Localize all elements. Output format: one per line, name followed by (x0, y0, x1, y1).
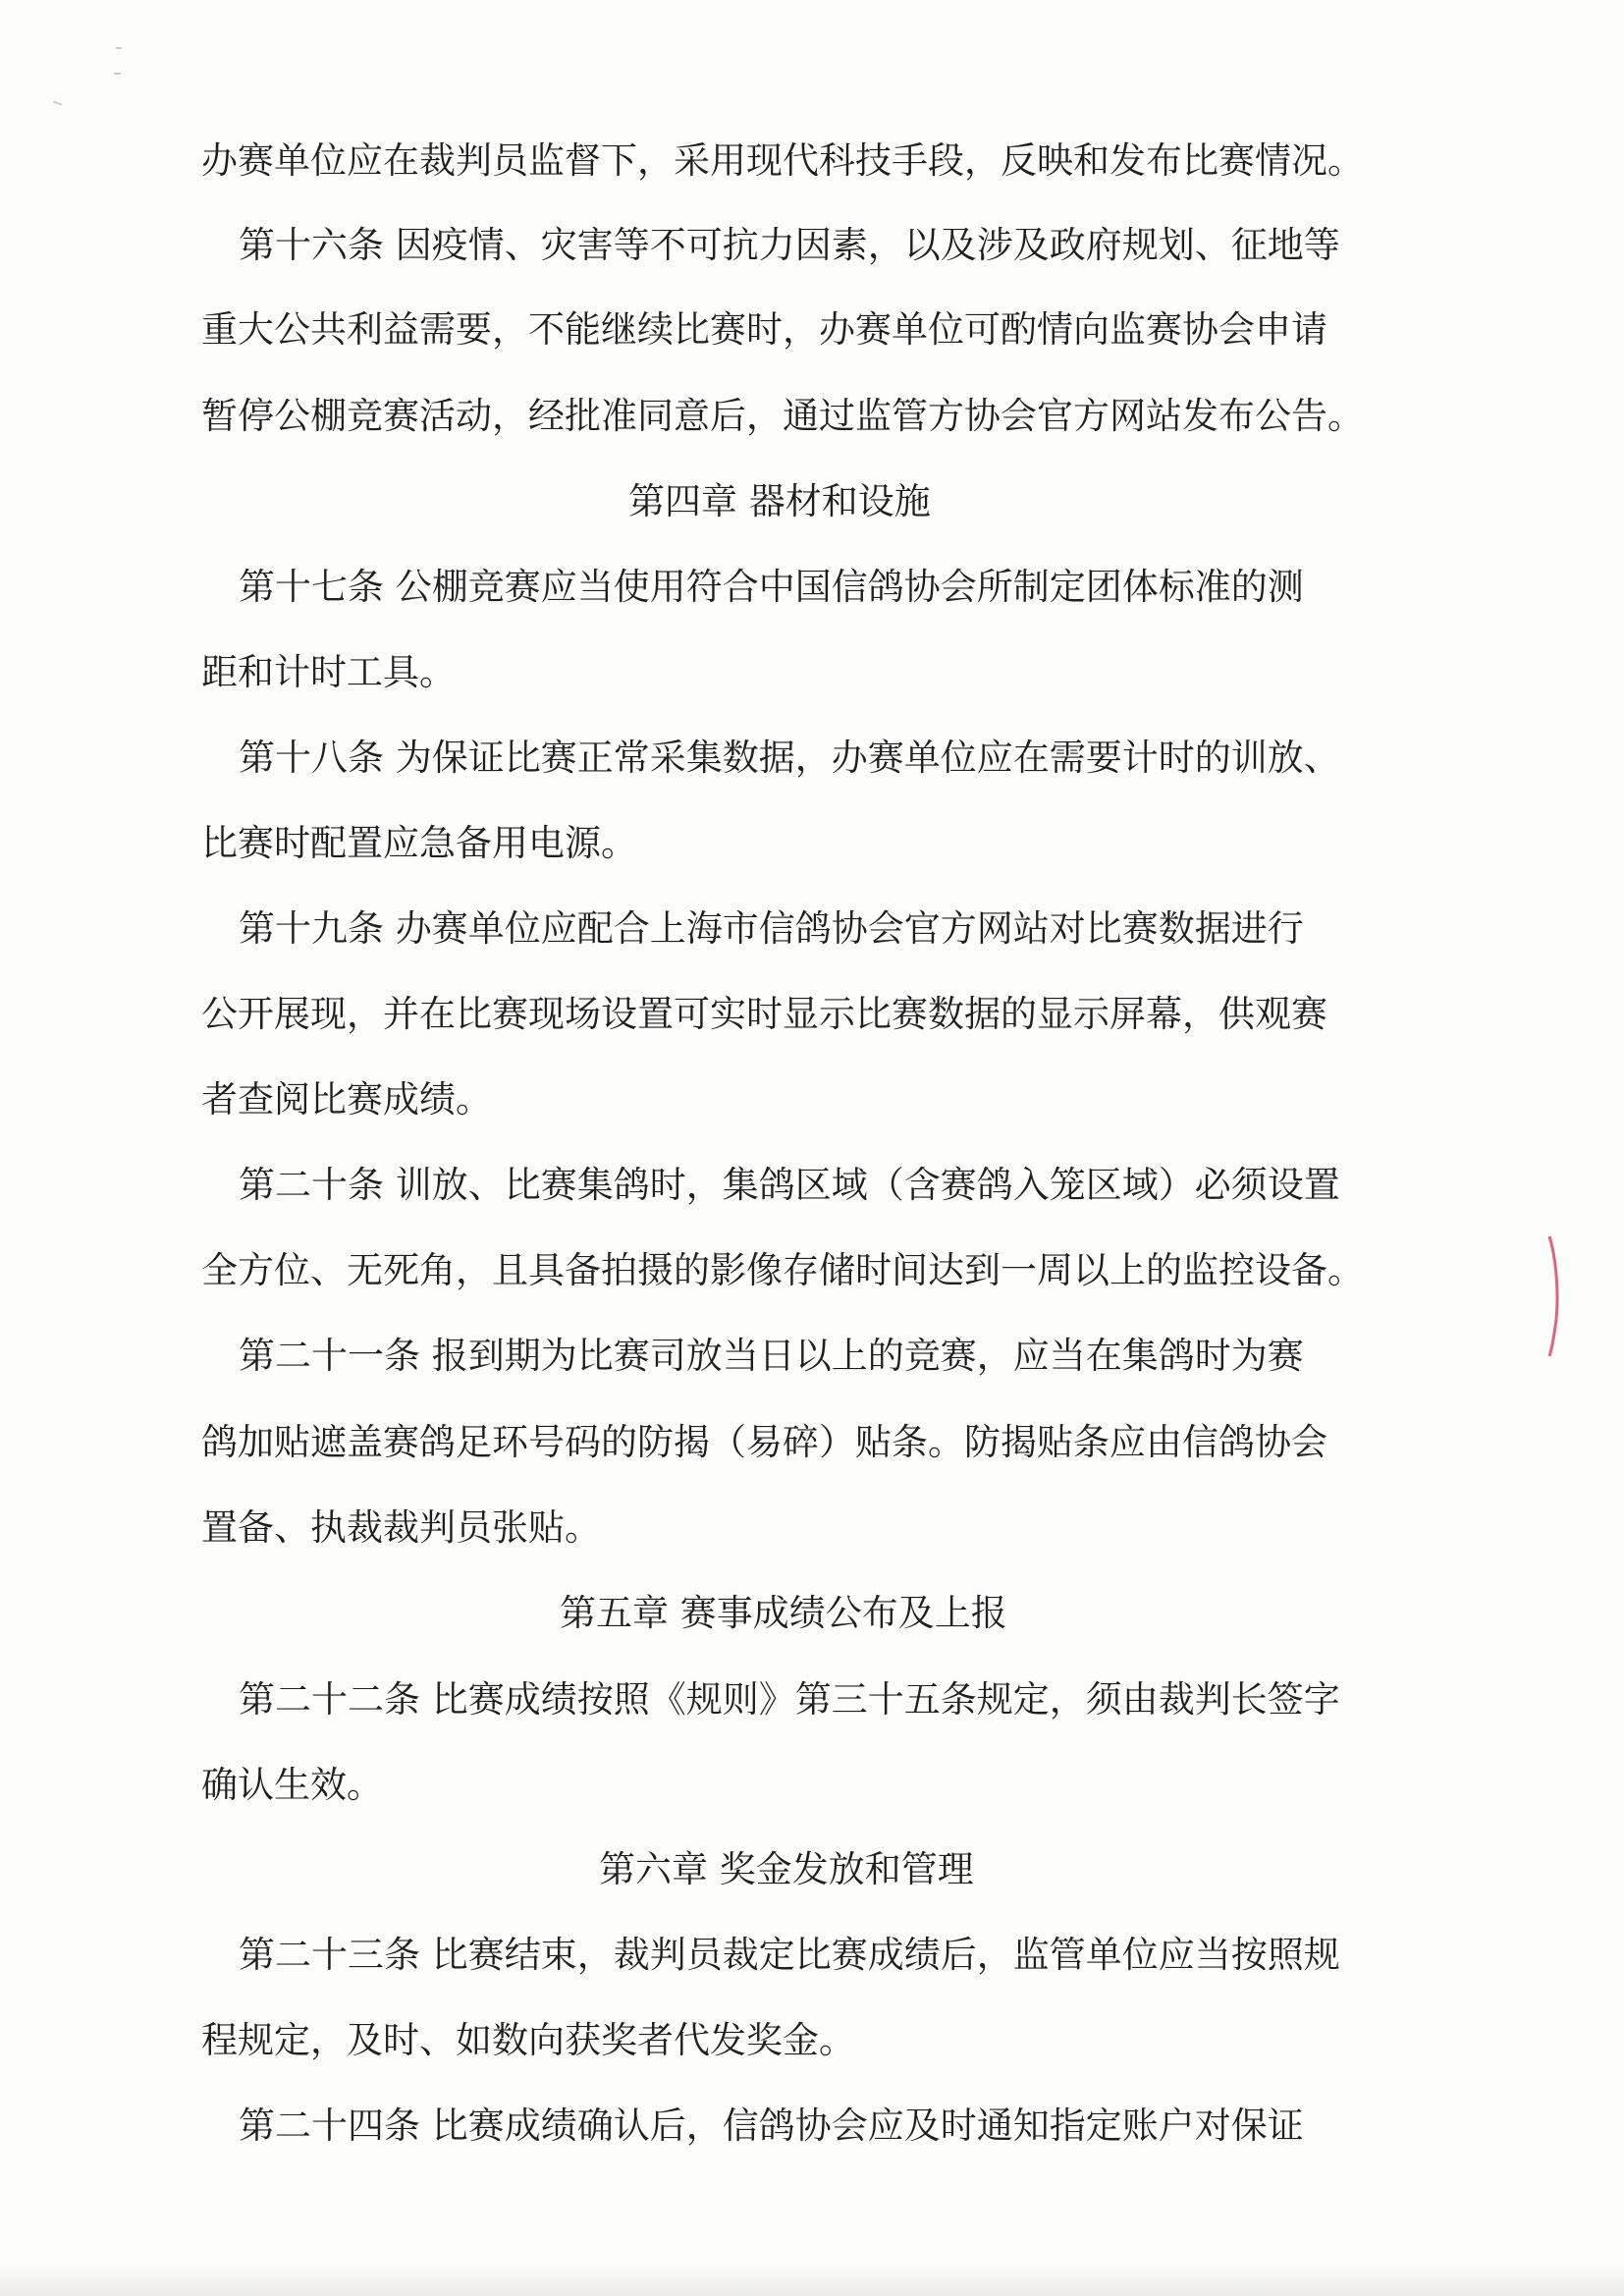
paragraph-line: 第二十三条 比赛结束，裁判员裁定比赛成绩后，监管单位应当按照规 (239, 1934, 1340, 1976)
paragraph-line: 第二十一条 报到期为比赛司放当日以上的竞赛，应当在集鸽时为赛 (239, 1335, 1304, 1377)
paragraph-line: 第二十条 训放、比赛集鸽时，集鸽区域（含赛鸽入笼区域）必须设置 (239, 1164, 1340, 1206)
scan-speck (114, 73, 121, 75)
paragraph-line: 暂停公棚竞赛活动，经批准同意后，通过监管方协会官方网站发布公告。 (201, 395, 1364, 437)
chapter-heading: 第四章 器材和设施 (628, 480, 931, 522)
paragraph-line: 鸽加贴遮盖赛鸽足环号码的防揭（易碎）贴条。防揭贴条应由信鸽协会 (201, 1421, 1327, 1463)
paragraph-line: 全方位、无死角，且具备拍摄的影像存储时间达到一周以上的监控设备。 (201, 1249, 1364, 1291)
paragraph-line: 第二十二条 比赛成绩按照《规则》第三十五条规定，须由裁判长签字 (239, 1678, 1340, 1721)
paragraph-line: 者查阅比赛成绩。 (201, 1078, 492, 1121)
paragraph-line: 确认生效。 (201, 1764, 383, 1806)
paragraph-line: 重大公共利益需要，不能继续比赛时，办赛单位可酌情向监赛协会申请 (201, 308, 1327, 351)
paragraph-line: 距和计时工具。 (201, 651, 456, 693)
paragraph-line: 公开展现，并在比赛现场设置可实时显示比赛数据的显示屏幕，供观赛 (201, 993, 1327, 1035)
paragraph-line: 比赛时配置应急备用电源。 (201, 822, 637, 864)
paragraph-line: 第十八条 为保证比赛正常采集数据，办赛单位应在需要计时的训放、 (239, 737, 1340, 779)
paragraph-line: 第十七条 公棚竞赛应当使用符合中国信鸽协会所制定团体标准的测 (239, 566, 1304, 608)
scan-speck (53, 101, 62, 106)
scan-speck (116, 47, 122, 49)
chapter-heading: 第五章 赛事成绩公布及上报 (560, 1592, 1007, 1634)
chapter-heading: 第六章 奖金发放和管理 (599, 1848, 974, 1890)
paragraph-line: 第十六条 因疫情、灾害等不可抗力因素，以及涉及政府规划、征地等 (239, 224, 1340, 266)
paragraph-line: 第十九条 办赛单位应配合上海市信鸽协会官方网站对比赛数据进行 (239, 907, 1304, 950)
paragraph-line: 程规定，及时、如数向获奖者代发奖金。 (201, 2019, 855, 2061)
paragraph-line: 办赛单位应在裁判员监督下，采用现代科技手段，反映和发布比赛情况。 (201, 139, 1364, 182)
paragraph-line: 置备、执裁裁判员张贴。 (201, 1506, 601, 1549)
paragraph-line: 第二十四条 比赛成绩确认后，信鸽协会应及时通知指定账户对保证 (239, 2105, 1304, 2147)
scan-bottom-edge (0, 2264, 1624, 2296)
red-stamp-edge-mark (1543, 1232, 1565, 1360)
